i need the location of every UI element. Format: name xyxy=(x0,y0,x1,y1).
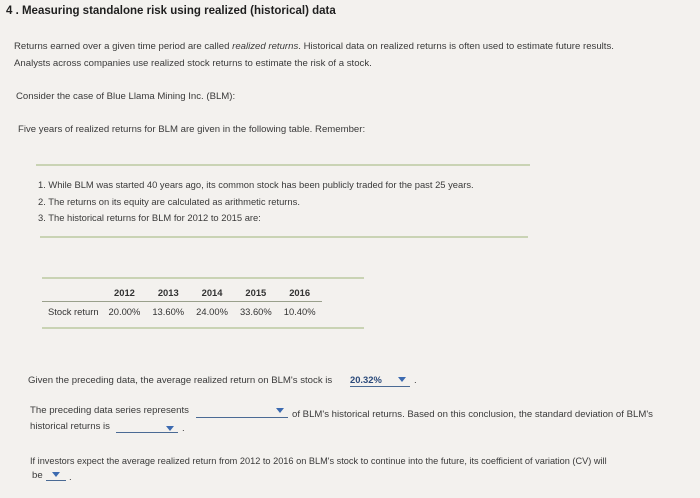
table-cell: 13.60% xyxy=(152,306,185,317)
table-cell: 24.00% xyxy=(196,306,228,317)
chevron-down-icon xyxy=(52,472,60,477)
returns-table xyxy=(42,284,322,321)
table-header: 2015 xyxy=(234,284,278,302)
series-sentence-line-2: historical returns is xyxy=(30,421,110,432)
series-sentence-start: The preceding data series represents xyxy=(30,405,189,416)
list-item: 3. The historical returns for BLM for 2012 to 2015 are: xyxy=(38,212,261,223)
table-header: 2016 xyxy=(278,284,322,302)
list-item: 2. The returns on its equity are calculated as arithmetic returns. xyxy=(38,196,300,207)
table-header: 2012 xyxy=(103,284,147,302)
table-cell: 33.60% xyxy=(239,306,272,317)
table-top-rule xyxy=(42,277,364,279)
intro-term-realized-returns: realized returns xyxy=(232,41,299,52)
chevron-down-icon xyxy=(276,408,284,413)
table-header xyxy=(42,284,103,302)
cv-sentence-line-2: be xyxy=(32,470,43,481)
avg-return-dropdown[interactable] xyxy=(350,374,410,387)
page-title: 4 . Measuring standalone risk using realized (historical) data xyxy=(6,5,336,17)
cv-dropdown[interactable] xyxy=(46,468,66,481)
intro-line-2: Analysts across companies use realized stock returns to estimate the risk of a stock. xyxy=(14,58,372,69)
consider-text: Consider the case of Blue Llama Mining Inc. (BLM): xyxy=(16,91,236,102)
table-header: 2013 xyxy=(146,284,190,302)
cv-sentence-end: . xyxy=(69,472,72,483)
cv-sentence: If investors expect the average realized return from 2012 to 2016 on BLM's stock to continue into the future, its coefficient of variation (CV) will xyxy=(30,456,607,466)
table-row-label: Stock return xyxy=(48,306,99,317)
list-item: 1. While BLM was started 40 years ago, its common stock has been publicly traded for the past 25 years. xyxy=(38,179,474,190)
series-sentence-end: . xyxy=(182,423,185,434)
table-cell: 10.40% xyxy=(283,306,316,317)
intro-text-c: . Historical data on realized returns is often used to estimate future results. xyxy=(298,41,614,52)
intro-text-a: Returns earned over a given time period are called xyxy=(14,41,233,52)
list-bottom-rule xyxy=(40,236,528,238)
table-row xyxy=(42,302,322,322)
avg-sentence: Given the preceding data, the average realized return on BLM's stock is xyxy=(28,375,333,386)
table-header-row xyxy=(42,284,322,302)
table-cell: 20.00% xyxy=(108,306,141,317)
table-header: 2014 xyxy=(190,284,234,302)
list-top-rule xyxy=(36,164,530,166)
avg-sentence-end: . xyxy=(414,375,417,386)
intro-line-1 xyxy=(14,41,614,52)
chevron-down-icon xyxy=(398,377,406,382)
table-bottom-rule xyxy=(42,327,364,329)
std-dev-dropdown[interactable] xyxy=(116,420,178,433)
series-sentence-continued: of BLM's historical returns. Based on this conclusion, the standard deviation of BLM's xyxy=(292,409,653,420)
chevron-down-icon xyxy=(166,426,174,431)
series-type-dropdown[interactable] xyxy=(196,405,288,418)
avg-return-selected: 20.32% xyxy=(350,374,382,385)
five-years-text: Five years of realized returns for BLM are given in the following table. Remember: xyxy=(18,124,366,135)
